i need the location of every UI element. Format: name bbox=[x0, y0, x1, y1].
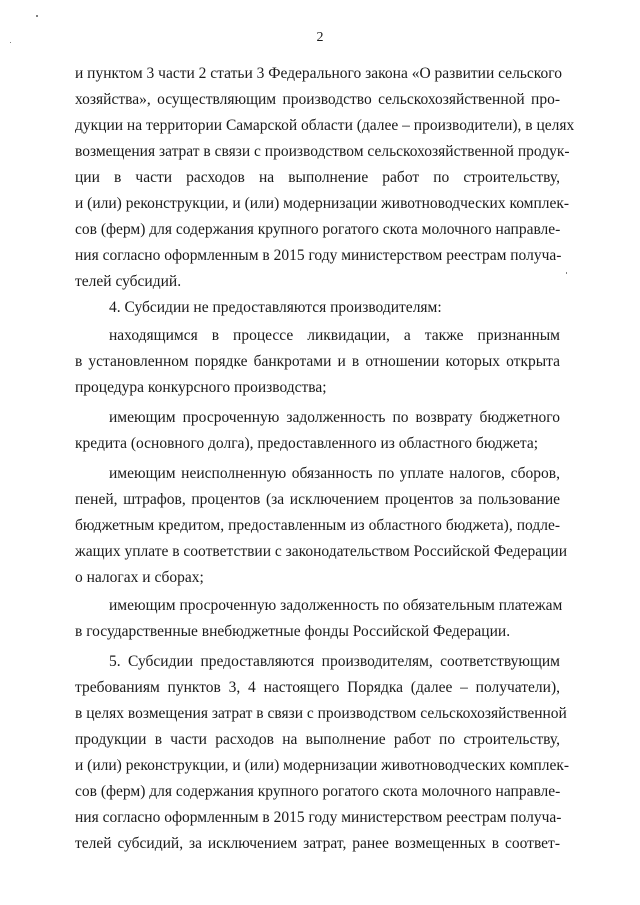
text-line: о налогах и сборах; bbox=[75, 569, 204, 586]
text-line: в целях возмещения затрат в связи с производством сельскохозяйственной bbox=[75, 705, 567, 722]
text-line: процедура конкурсного производства; bbox=[75, 379, 327, 396]
text-line: сов (ферм) для содержания крупного рогатого скота молочного направле- bbox=[75, 783, 561, 800]
text-line: находящимся в процессе ликвидации, а также признанным bbox=[109, 327, 560, 344]
text-line: кредита (основного долга), предоставленного из областного бюджета; bbox=[75, 435, 539, 452]
text-line: ния согласно оформленным в 2015 году министерством реестрам получа- bbox=[75, 809, 562, 826]
text-line: хозяйства», осуществляющим производство сельскохозяйственной про- bbox=[75, 91, 560, 108]
text-line: сов (ферм) для содержания крупного рогатого скота молочного направле- bbox=[75, 221, 561, 238]
text-line: имеющим просроченную задолженность по возврату бюджетного bbox=[109, 409, 560, 426]
text-line: пеней, штрафов, процентов (за исключением процентов за пользование bbox=[75, 491, 560, 508]
text-line: имеющим просроченную задолженность по обязательным платежам bbox=[109, 597, 563, 614]
text-line: жащих уплате в соответствии с законодательством Российской Федерации bbox=[75, 543, 568, 560]
text-line: возмещения затрат в связи с производством сельскохозяйственной продук- bbox=[75, 143, 570, 160]
text-line: 4. Субсидии не предоставляются производителям: bbox=[109, 299, 442, 316]
text-line: в государственные внебюджетные фонды Российской Федерации. bbox=[75, 623, 511, 640]
text-line: ции в части расходов на выполнение работ по строительству, bbox=[75, 169, 560, 186]
scan-speck bbox=[566, 272, 567, 274]
text-line: телей субсидий. bbox=[75, 273, 182, 290]
text-line: ния согласно оформленным в 2015 году министерством реестрам получа- bbox=[75, 247, 562, 264]
text-line: и (или) реконструкции, и (или) модернизации животноводческих комплек- bbox=[75, 195, 570, 212]
text-line: дукции на территории Самарской области (далее – производители), в целях bbox=[75, 117, 575, 134]
text-line: 5. Субсидии предоставляются производителям, соответствующим bbox=[109, 653, 560, 670]
text-line: требованиям пунктов 3, 4 настоящего Порядка (далее – получатели), bbox=[75, 679, 560, 696]
text-line: и пунктом 3 части 2 статьи 3 Федерального закона «О развитии сельского bbox=[75, 65, 562, 82]
scan-speck bbox=[36, 15, 38, 17]
text-line: в установленном порядке банкротами и в отношении которых открыта bbox=[75, 353, 560, 370]
text-line: продукции в части расходов на выполнение работ по строительству, bbox=[75, 731, 560, 748]
text-line: телей субсидий, за исключением затрат, ранее возмещенных в соответ- bbox=[75, 835, 560, 852]
text-line: и (или) реконструкции, и (или) модернизации животноводческих комплек- bbox=[75, 757, 570, 774]
page-number: 2 bbox=[316, 30, 324, 45]
text-line: имеющим неисполненную обязанность по уплате налогов, сборов, bbox=[109, 465, 560, 482]
text-line: бюджетным кредитом, предоставленным из областного бюджета), подле- bbox=[75, 517, 560, 534]
